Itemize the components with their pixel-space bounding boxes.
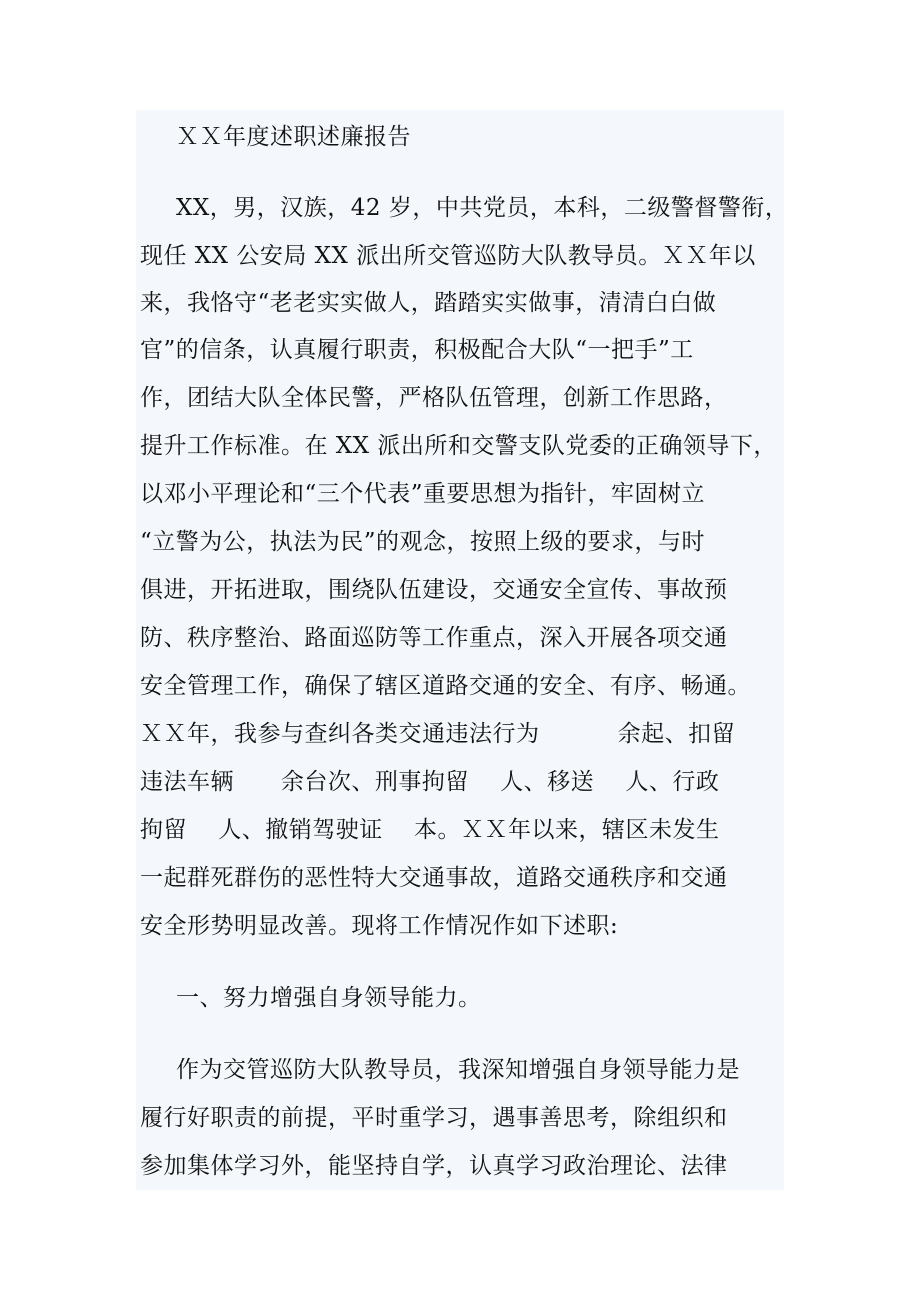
paragraph-line: 俱进，开拓进取，围绕队伍建设，交通安全宣传、事故预 [140,577,728,603]
paragraph-line: 现任 XX 公安局 XX 派出所交管巡防大队教导员。ＸＸ年以 [140,243,756,269]
paragraph-line: 一起群死群伤的恶性特大交通事故，道路交通秩序和交通 [140,865,728,891]
paragraph-line: 官”的信条，认真履行职责，积极配合大队“一把手”工 [140,337,694,363]
paragraph-line: 参加集体学习外，能坚持自学，认真学习政治理论、法律 [140,1153,728,1179]
paragraph-line: 拘留 人、撤销驾驶证 本。ＸＸ年以来，辖区未发生 [140,817,720,843]
paragraph-line: 作为交管巡防大队教导员，我深知增强自身领导能力是 [176,1057,740,1083]
document-title: ＸＸ年度述职述廉报告 [176,124,411,150]
paragraph-line: 安全管理工作，确保了辖区道路交通的安全、有序、畅通。 [140,673,751,699]
paragraph-line: 违法车辆 余台次、刑事拘留 人、移送 人、行政 [140,769,720,795]
paragraph-line: 以邓小平理论和“三个代表”重要思想为指针，牢固树立 [140,481,706,507]
paragraph-line: 安全形势明显改善。现将工作情况作如下述职: [140,913,619,939]
paragraph-line: “立警为公，执法为民”的观念，按照上级的要求，与时 [140,529,706,555]
paragraph-line: 防、秩序整治、路面巡防等工作重点，深入开展各项交通 [140,625,728,651]
paragraph-line: 提升工作标准。在 XX 派出所和交警支队党委的正确领导下， [140,433,777,459]
paragraph-line: ＸＸ年，我参与查纠各类交通违法行为 余起、扣留 [140,721,736,747]
section-heading: 一、努力增强自身领导能力。 [176,985,482,1011]
paragraph-line: XX，男，汉族，42 岁，中共党员，本科，二级警督警衔， [176,195,789,221]
paragraph-line: 履行好职责的前提，平时重学习，遇事善思考，除组织和 [140,1105,728,1131]
paragraph-line: 作，团结大队全体民警，严格队伍管理，创新工作思路， [140,385,728,411]
paragraph-line: 来，我恪守“老老实实做人，踏踏实实做事，清清白白做 [140,290,717,316]
